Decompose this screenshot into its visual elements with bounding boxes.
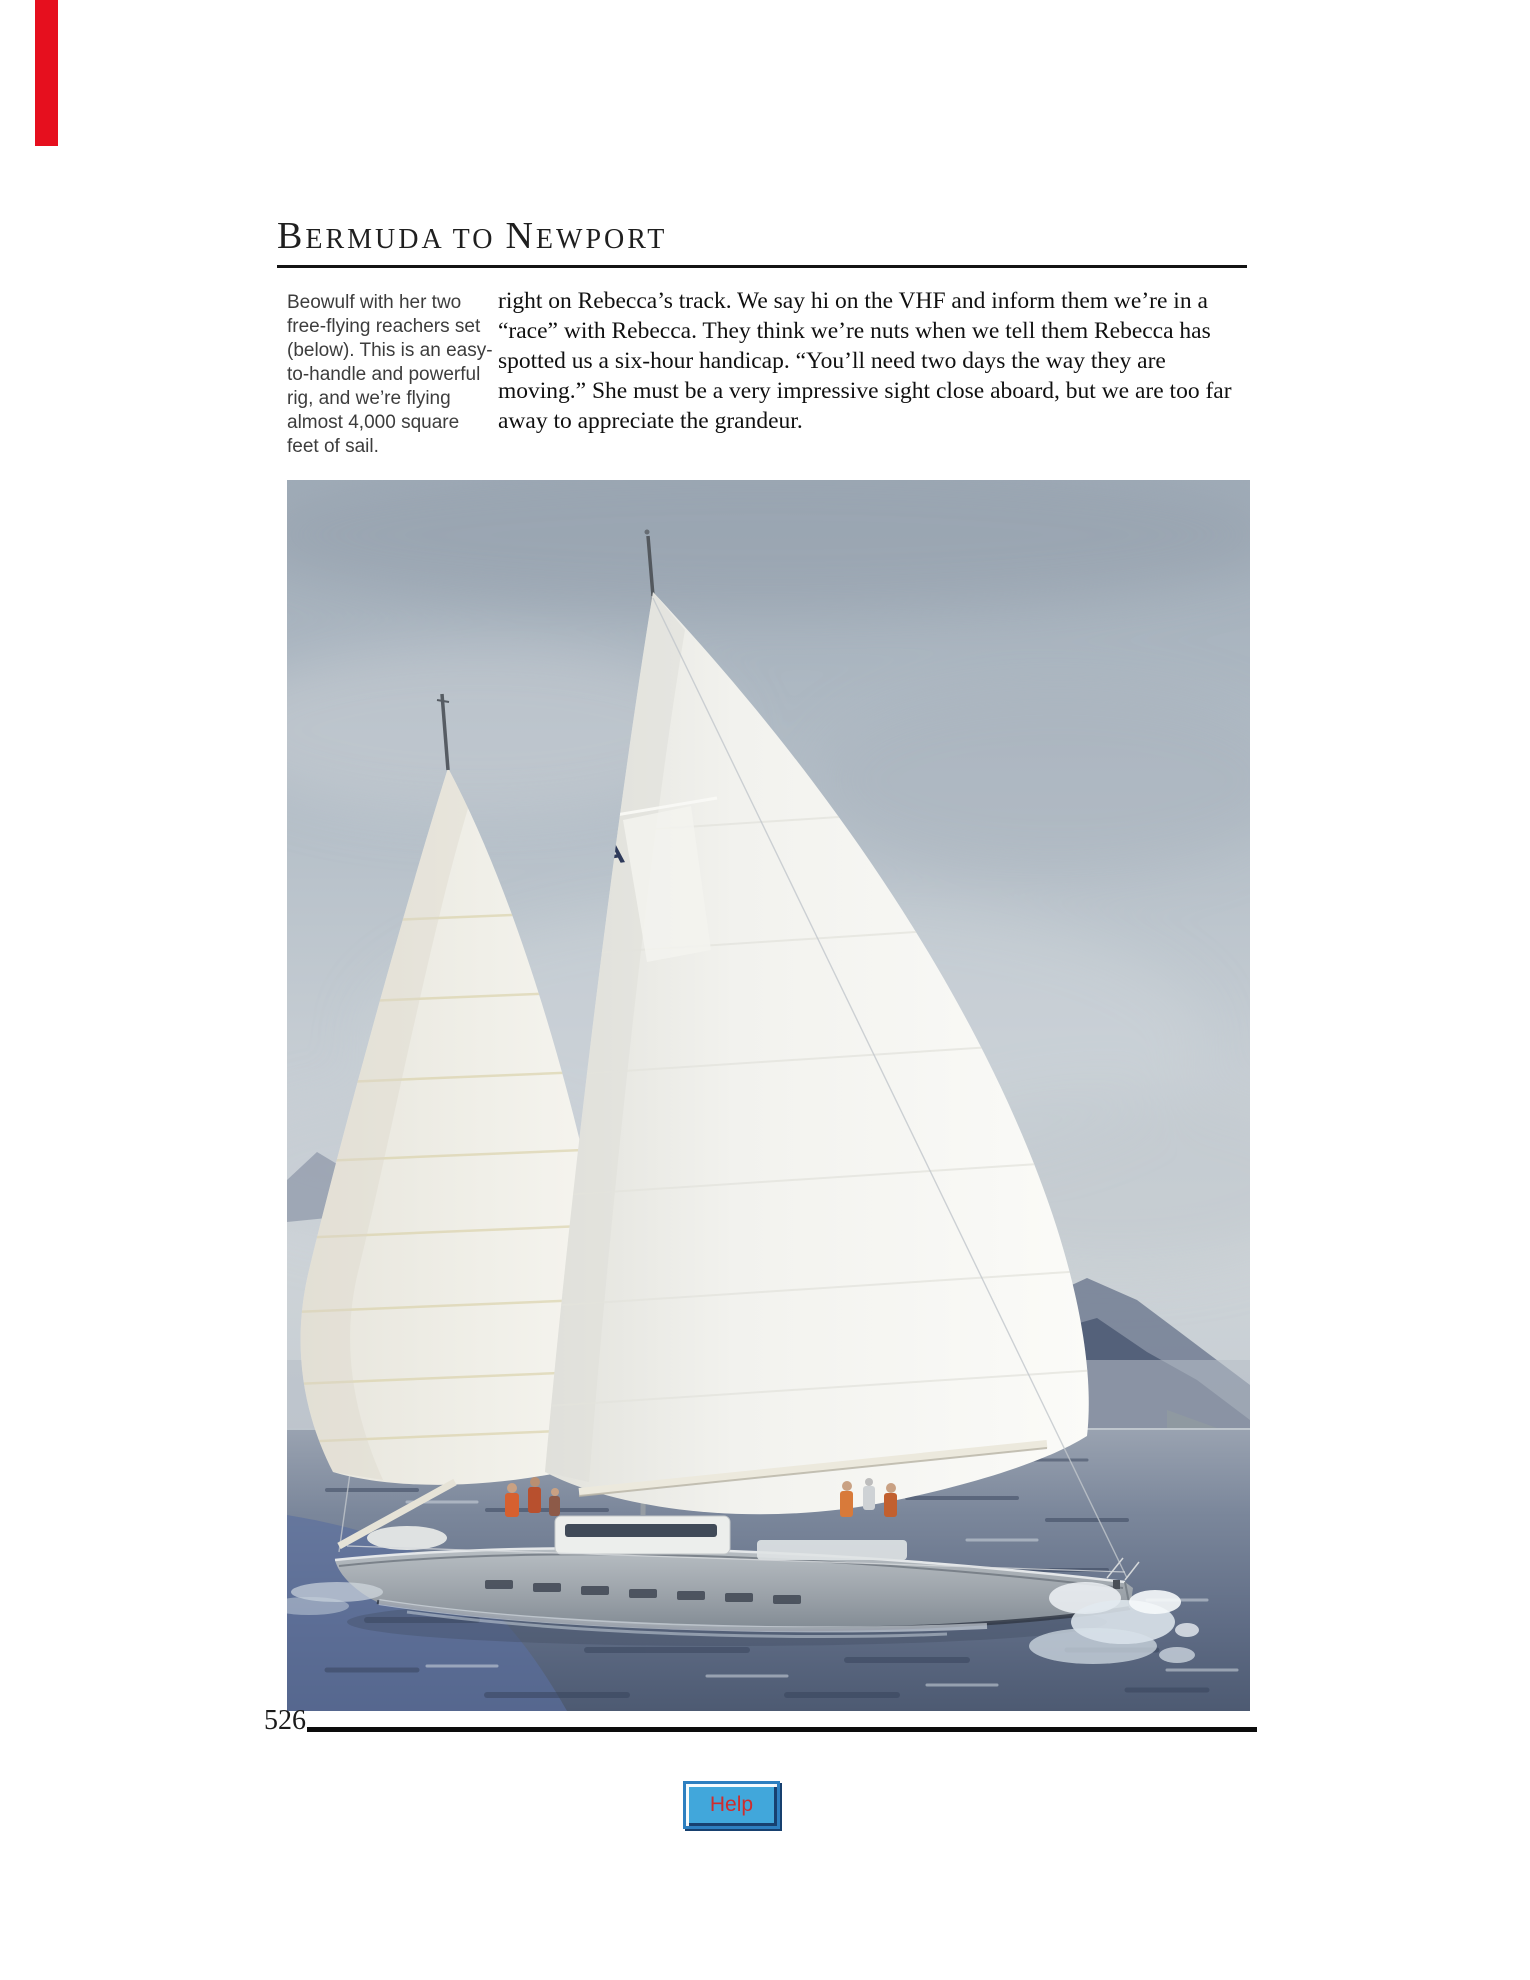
red-bookmark-bar — [35, 0, 58, 146]
title-part: N — [505, 215, 536, 257]
pilothouse-windows — [565, 1524, 717, 1537]
body-paragraph: right on Rebecca’s track. We say hi on the VHF and inform them we’re in a “race” with Rebecca. They think we’re nuts when we tell them Rebecca has spotted us a six-hour handicap. “You’ll need two days the way they are moving.” She must be a very impressive sight close aboard, but we are too far away to appreciate the grandeur. — [498, 288, 1232, 434]
sailboat-photo — [287, 480, 1250, 1711]
help-button[interactable] — [683, 1781, 780, 1829]
footer-rule — [307, 1727, 1257, 1732]
cabin-trunk — [757, 1540, 907, 1560]
help-button-label: Help — [709, 1793, 754, 1816]
photo-caption: Beowulf with her two free-flying reachers set (below). This is an easy-to-handle and powerful rig, and we’re flying almost 4,000 square feet of sail. — [287, 292, 493, 457]
masthead-fitting — [645, 530, 650, 535]
page-number: 526 — [264, 1705, 306, 1736]
title-part: TO — [443, 224, 506, 255]
title-part: B — [277, 215, 306, 257]
liferaft — [367, 1526, 447, 1550]
header-rule — [277, 265, 1247, 268]
page-title — [277, 217, 667, 259]
title-part: ERMUDA — [305, 224, 444, 255]
title-part: EWPORT — [535, 224, 668, 255]
